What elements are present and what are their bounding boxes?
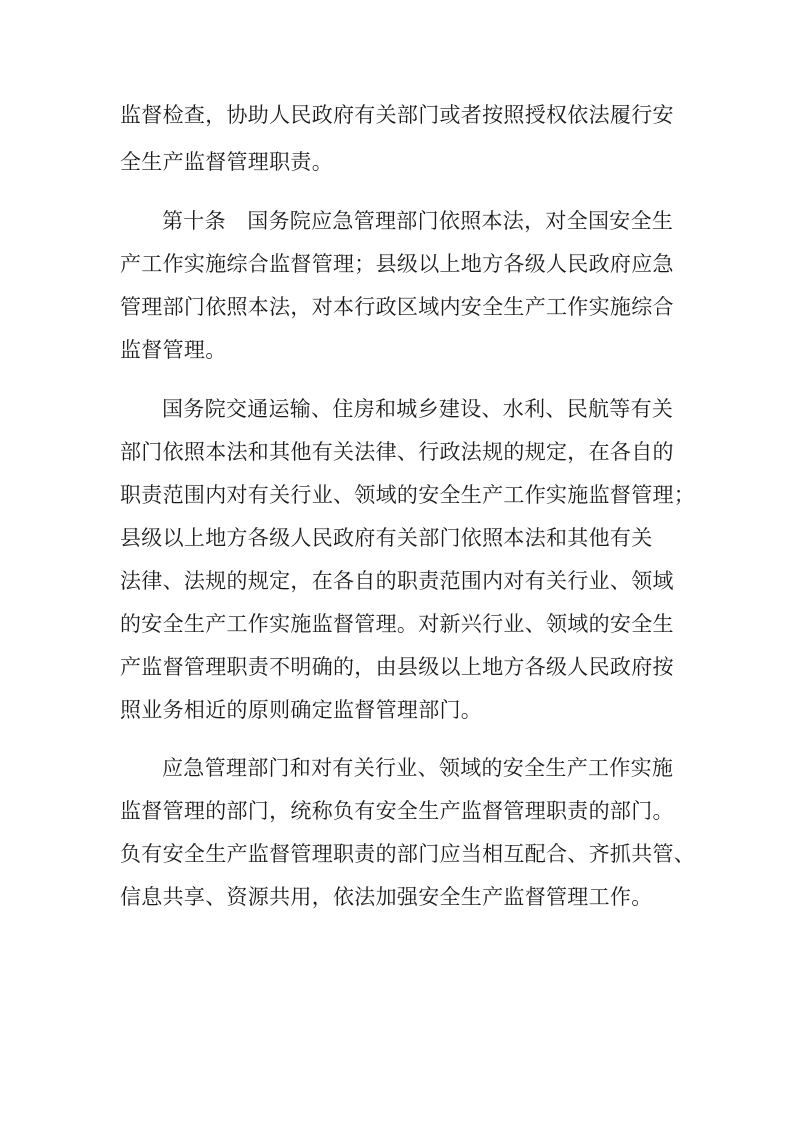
text-line: 全生产监督管理职责。 — [120, 150, 333, 174]
article-10-first-line: 第十条 国务院应急管理部门依照本法，对全国安全生 — [162, 209, 674, 233]
text-line: 负有安全生产监督管理职责的部门应当相互配合、齐抓共管、 — [120, 842, 696, 866]
text-line: 监督管理的部门，统称负有安全生产监督管理职责的部门。 — [120, 799, 674, 823]
text-line: 照业务相近的原则确定监督管理部门。 — [120, 698, 483, 722]
text-line: 信息共享、资源共用，依法加强安全生产监督管理工作。 — [120, 885, 653, 909]
text-line: 部门依照本法和其他有关法律、行政法规的规定，在各自的 — [120, 440, 674, 464]
text-line: 监督管理。 — [120, 338, 227, 362]
text-line: 监督检查，协助人民政府有关部门或者按照授权依法履行安 — [120, 103, 674, 127]
text-line: 管理部门依照本法，对本行政区域内安全生产工作实施综合 — [120, 295, 674, 319]
text-line: 职责范围内对有关行业、领域的安全生产工作实施监督管理； — [120, 483, 696, 507]
text-line: 的安全生产工作实施监督管理。对新兴行业、领域的安全生 — [120, 612, 674, 636]
text-line: 产监督管理职责不明确的，由县级以上地方各级人民政府按 — [120, 655, 674, 679]
text-line: 产工作实施综合监督管理；县级以上地方各级人民政府应急 — [120, 252, 674, 276]
text-line: 县级以上地方各级人民政府有关部门依照本法和其他有关 — [120, 526, 653, 550]
paragraph-first-line: 国务院交通运输、住房和城乡建设、水利、民航等有关 — [162, 397, 674, 421]
text-line: 法律、法规的规定，在各自的职责范围内对有关行业、领域 — [120, 569, 674, 593]
paragraph-first-line: 应急管理部门和对有关行业、领域的安全生产工作实施 — [162, 756, 674, 780]
